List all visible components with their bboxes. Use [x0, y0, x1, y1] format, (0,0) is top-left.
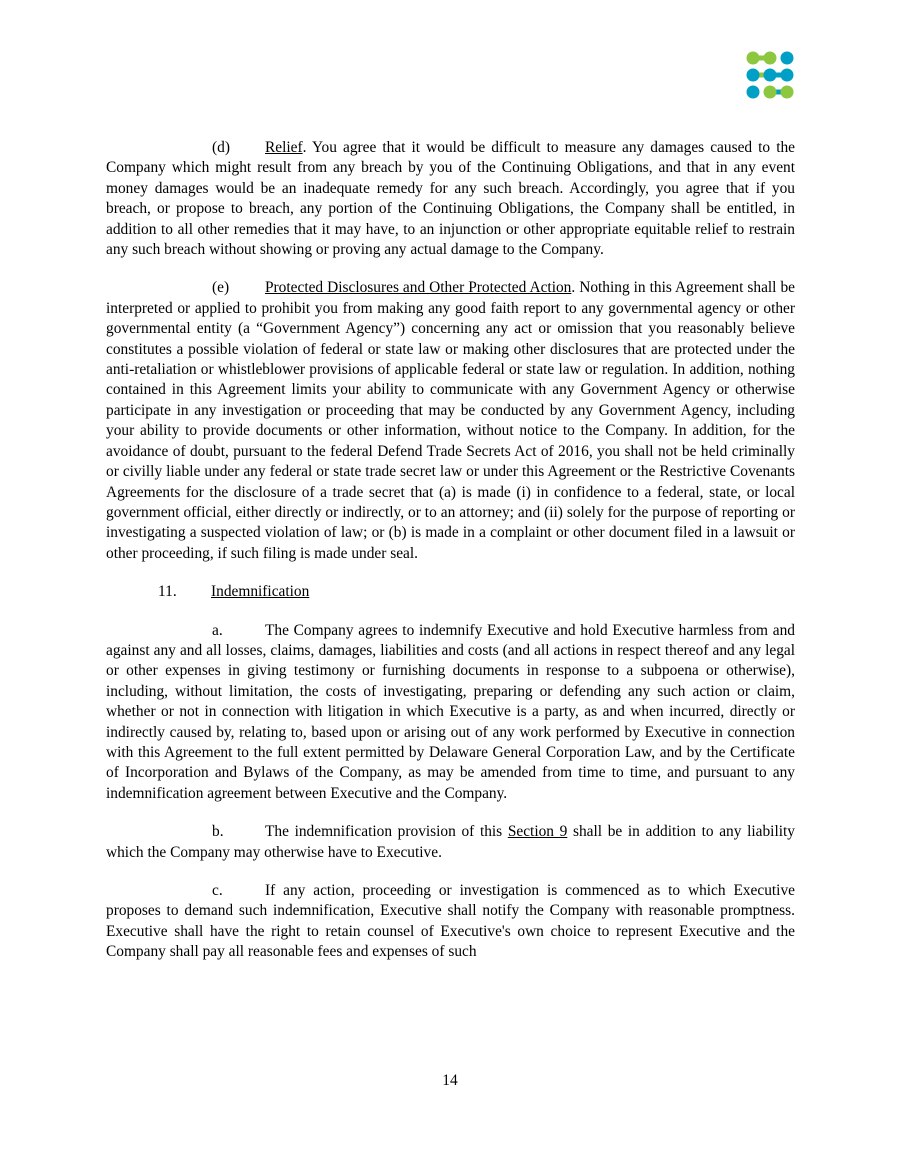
- section-11a-text: The Company agrees to indemnify Executive and hold Executive harmless from and against any and all losses, claims, damages, liabilities and costs (and all actions in respect thereof and any legal or other expenses in giving testimony or furnishing documents in response to a subpoena or otherwise), including, without limitation, the costs of investigating, preparing or defending any such action or claim, whether or not in connection with litigation in which Executive is a party, as and when incurred, directly or indirectly caused by, relating to, based upon or arising out of any work performed by Executive in connection with this Agreement to the full extent permitted by Delaware General Corporation Law, and by the Certificate of Incorporation and Bylaws of the Company, as may be amended from time to time, and pursuant to any indemnification agreement between Executive and the Company.: [106, 621, 795, 802]
- section-11b-text-before: The indemnification provision of this: [265, 823, 508, 841]
- logo-dot: [764, 52, 777, 65]
- page-number: 14: [442, 1072, 458, 1089]
- section-e-heading: Protected Disclosures and Other Protected Action: [265, 279, 572, 297]
- section-e-text: . Nothing in this Agreement shall be interpreted or applied to prohibit you from making any good faith report to any governmental agency or other governmental entity (a “Government Agency”) concerning any act or omission that you reasonably believe constitutes a possible violation of federal or state law or making other disclosures that are protected under the anti-retaliation or whistleblower provisions of applicable federal or state law or regulation. In addition, nothing contained in this Agreement limits your ability to communicate with any Government Agency or otherwise participate in any investigation or proceeding that may be conducted by any Government Agency, including your ability to provide documents or other information, without notice to the Company. In addition, for the avoidance of doubt, pursuant to the federal Defend Trade Secrets Act of 2016, you shall not be held criminally or civilly liable under any federal or state trade secret law or under this Agreement or the Restrictive Covenants Agreements for the disclosure of a trade secret that (a) is made (i) in confidence to a federal, state, or local government official, either directly or indirectly, or to an attorney; and (ii) solely for the purpose of reporting or investigating a suspected violation of law; or (b) is made in a complaint or other document filed in a lawsuit or other proceeding, if such filing is made under seal.: [106, 279, 795, 562]
- section-11b-marker: b.: [212, 823, 224, 841]
- document-body: [106, 138, 795, 963]
- logo-dot: [747, 52, 760, 65]
- logo-dot: [747, 86, 760, 99]
- section-d-heading: Relief: [265, 139, 303, 156]
- section-d-text: . You agree that it would be difficult to measure any damages caused to the Company which might result from any breach by you of the Continuing Obligations, and that in any event money damages would be an inadequate remedy for any such breach. Accordingly, you agree that if you breach, or propose to breach, any portion of the Continuing Obligations, the Company shall be entitled, in addition to all other remedies that it may have, to an injunction or other appropriate equitable relief to restrain any such breach without showing or proving any actual damage to the Company.: [106, 139, 795, 259]
- section-11c-paragraph: [106, 881, 795, 963]
- logo-dot-grid: [747, 52, 794, 99]
- section-11b-paragraph: [106, 822, 795, 863]
- section-11c-marker: c.: [212, 882, 223, 899]
- section-d-paragraph: [106, 138, 795, 260]
- logo-dot: [764, 86, 777, 99]
- section-e-marker: (e): [212, 279, 230, 297]
- section-11a-marker: a.: [212, 621, 223, 639]
- logo-dot: [747, 69, 760, 82]
- section-11-heading-line: [106, 582, 795, 602]
- section-d-marker: (d): [212, 139, 230, 156]
- logo-dot: [764, 69, 777, 82]
- section-11b-text-after: shall be in addition to any liability which the Company may otherwise have to Executive.: [106, 823, 795, 861]
- section-11a-paragraph: [106, 621, 795, 805]
- section-11-number: 11.: [158, 583, 177, 601]
- section-9-reference: Section 9: [507, 823, 568, 841]
- logo-dot: [781, 86, 794, 99]
- company-logo-icon: [745, 51, 795, 99]
- logo-dot: [781, 52, 794, 65]
- logo-dot: [781, 69, 794, 82]
- section-11c-text: If any action, proceeding or investigation is commenced as to which Executive proposes to demand such indemnification, Executive shall notify the Company with reasonable promptness. Executive shall have the right to retain counsel of Executive's own choice to represent Executive and the Company shall pay all reasonable fees and expenses of such: [106, 882, 795, 961]
- section-e-paragraph: [106, 278, 795, 564]
- section-11-heading: Indemnification: [211, 583, 310, 601]
